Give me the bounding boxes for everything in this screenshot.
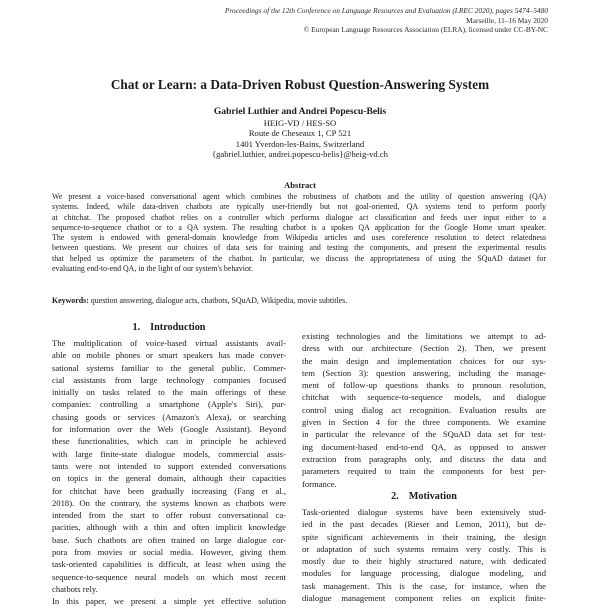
section-heading-motivation [302,489,546,505]
text-line: 2018). On the contrary, the systems known as chatbots were [52,497,286,508]
introduction-paragraph [52,337,286,608]
text-line: formance. [302,478,337,489]
abstract-line: The system is endowed with general-domain knowledge from Wikipedia articles and uses coreference resolution to detect relatedness [52,233,546,243]
text-line: ing document-based end-to-end QA, as opposed to answer [302,441,546,452]
text-line: modules for language processing, dialogue modeling, and [302,568,546,579]
section-heading-introduction [52,320,286,336]
text-line: dialogue management component relies on explicit finite- [302,593,546,604]
text-line: chatbots rely. [52,583,98,594]
abstract-line: that helped us optimize the parameters of the chatbot. In particular, we discuss the appropriateness of using the SQuAD dataset for [52,253,546,263]
text-line: for information over the Web (Google Assistant). Beyond [52,424,286,435]
copyright-line: © European Language Resources Association (ELRA), licensed under CC-BY-NC [303,25,548,35]
abstract-line: sequence-to-sequence chatbot or to a QA system. The resulting chatbot is a spoken QA application for the Google Home smart speaker. [52,222,546,232]
text-line: spite significant achievements in their training, the design [302,531,546,542]
text-line: mostly due to their highly structured nature, with dedicated [302,556,546,567]
text-line: chasing goods or services (Amazon's Alexa), or searching [52,411,286,422]
paper-title: Chat or Learn: a Data-Driven Robust Question-Answering System [110,77,490,92]
keywords-label: Keywords: [52,296,89,305]
text-line: with large finite-state dialogue models, commercial assis- [52,448,286,459]
text-line: tem (Section 3): question answering, including the manage- [302,367,546,378]
text-line: on topics in the general domain, although their capacities [52,473,286,484]
motivation-section [302,489,546,604]
text-line: sational systems familiar to the general public. Commer- [52,362,286,373]
text-line: or adaptation of such systems remains very costly. This is [302,543,546,554]
text-line: pacities, although with a thin and often implicit knowledge [52,522,286,533]
text-line: dress with our architecture (Section 2). Then, we present [302,343,546,354]
text-line: for chitchat have been gradually increasing (Fang et al., [52,485,286,496]
abstract-heading: Abstract [284,180,316,190]
text-line: In this paper, we present a simple yet effective solution [52,596,286,607]
section-title: Motivation [408,491,457,502]
text-line: task management. This is the case, for instance, when the [302,580,546,591]
text-line: these functionalities, which can in principle be achieved [52,436,286,447]
text-line: parameters required to train the components for best per- [302,466,546,477]
abstract-body [52,192,546,274]
text-line: existing technologies and the limitations we attempt to ad- [302,331,546,341]
section-title: Introduction [150,322,206,333]
keywords-text: question answering, dialogue acts, chatbots, SQuAD, Wikipedia, movie subtitles. [88,296,348,305]
text-line: cial assistants from large technology companies focused [52,374,286,385]
text-line: base. Such chatbots are often trained on large dialogue cor- [52,534,286,545]
abstract-line: evaluating end-to-end QA, in the light of our system's behavior. [52,264,254,274]
text-line: in particular the relevance of the SQuAD data set for test- [302,429,546,440]
text-line: extraction from paragraphs only, and discuss the data and [302,453,546,464]
text-line: initially on tasks related to the main offerings of these [52,387,286,398]
text-line: ment of follow-up questions thanks to pronoun resolution, [302,380,546,391]
text-line: chitchat with sequence-to-sequence models, and dialogue [302,392,546,403]
abstract-line: We present a voice-based conversational agent which combines the robustness of chatbots and the utility of question answering (QA) [52,192,546,201]
text-line: Task-oriented dialogue systems have been extensively stud- [302,507,546,517]
authors-block [0,106,600,160]
text-line: control using dialog act recognition. Evaluation results are [302,404,546,415]
section-number: 2. [391,491,399,502]
author-emails: {gabriel.luthier, andrei.popescu-belis}@heig-vd.ch [212,149,388,160]
text-line: tants were not intended to support extended conversations [52,460,286,471]
introduction-continued-paragraph [302,330,546,490]
location-date-line: Marseille, 11–16 May 2020 [466,15,548,25]
motivation-paragraph [302,506,546,604]
abstract-line: between questions. We present our choices of data sets for training and testing the components, and present the experimental results [52,243,546,253]
text-line: given in Section 4 for the three components. We examine [302,417,546,428]
keywords [52,296,347,305]
proceedings-line: Proceedings of the 12th Conference on Language Resources and Evaluation (LREC 2020), pages 5474–5480 [224,6,548,15]
address-line-1: Route de Cheseaux 1, CP 521 [248,128,352,139]
abstract-line: at chitchat. The proposed chatbot relies on a controller which performs dialogue act classification and feeds user input either to a [52,212,546,222]
section-number: 1. [132,322,141,333]
text-line: the main design and implementation choices for our sys- [302,355,546,366]
address-line-2: 1401 Yverdon-les-Bains, Switzerland [235,138,365,149]
text-line: task-oriented capabilities is difficult, at least when using the [52,559,286,570]
text-line: sequence-to-sequence neural models on which most recent [52,571,286,582]
text-line: intended from the start to offer robust conversational ca- [52,510,286,521]
text-line: The multiplication of voice-based virtual assistants avail- [52,338,286,348]
affiliation: HEIG-VD / HES-SO [263,118,337,128]
text-line: companies: controlling a smartphone (Apple's Siri), pur- [52,399,286,410]
abstract-line: systems. Indeed, while data-driven chatbots are typically user-friendly but not goal-oriented, QA systems tend to perform poorly [52,202,546,212]
text-line: able on mobile phones or smart speakers has made conver- [52,350,286,361]
text-line: ied in the past decades (Rieser and Lemon, 2011), but de- [302,519,546,530]
text-line: pora from movies or social media. However, giving them [52,547,286,558]
right-column [302,330,546,490]
author-names: Gabriel Luthier and Andrei Popescu-Belis [213,106,387,117]
left-column [52,320,286,608]
conference-header [225,6,548,35]
